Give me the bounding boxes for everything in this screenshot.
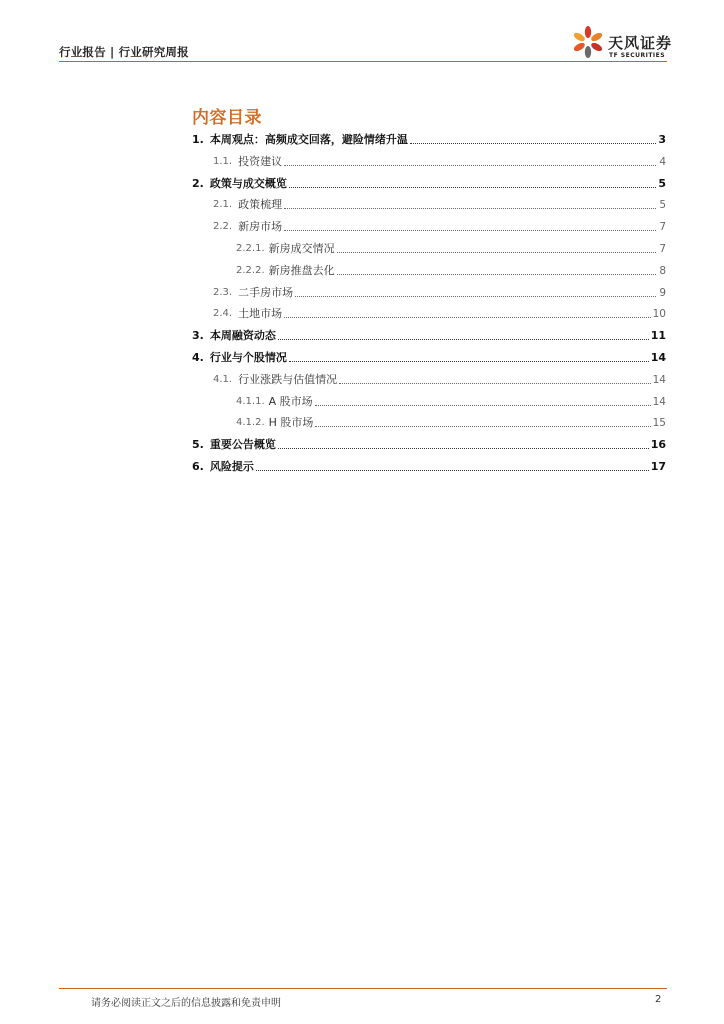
toc-entry[interactable] (236, 393, 666, 409)
toc-entry-page: 16 (650, 438, 666, 452)
toc-entry[interactable] (192, 436, 666, 452)
toc-entry-title: A 股市场 (268, 394, 313, 408)
logo-name-cn: 天风证券 (608, 34, 673, 52)
toc-dot-leader (278, 338, 649, 340)
toc-entry[interactable] (213, 218, 666, 234)
toc-entry-number: 4.1.2. (236, 417, 265, 429)
toc-entry[interactable] (213, 371, 666, 387)
toc-dot-leader (289, 360, 649, 362)
toc-entry[interactable] (192, 131, 666, 147)
toc-entry-number: 2.3. (213, 286, 233, 298)
toc-entry[interactable] (213, 305, 666, 321)
toc-entry-number: 3. (192, 329, 204, 343)
toc-entry-title: 政策与成交概览 (209, 176, 287, 190)
toc-entry-page: 14 (652, 373, 666, 386)
toc-entry-title: 新房推盘去化 (268, 263, 335, 277)
toc-entry[interactable] (192, 458, 666, 474)
toc-entry-page: 5 (659, 199, 666, 212)
toc-entry-page: 4 (659, 155, 666, 168)
toc-entry-number: 4.1.1. (236, 395, 265, 407)
toc-entry-number: 2.4. (213, 308, 233, 320)
toc-dot-leader (337, 251, 656, 253)
toc-dot-leader (315, 404, 651, 406)
toc-entry[interactable] (192, 349, 666, 365)
toc-entry-title: H 股市场 (268, 416, 314, 430)
toc-entry-page: 14 (650, 351, 666, 364)
toc-entry[interactable] (213, 284, 666, 300)
toc-entry-number: 2.2.2. (236, 264, 265, 276)
toc-entry-title: 土地市场 (238, 307, 283, 321)
toc-entry-title: 政策梳理 (238, 198, 283, 212)
toc-entry-title: 行业与个股情况 (209, 351, 287, 364)
toc-title: 内容目录 (192, 108, 262, 128)
toc-entry-number: 1.1. (213, 155, 233, 167)
toc-dot-leader (284, 164, 656, 166)
toc-entry-title: 二手房市场 (238, 285, 294, 299)
toc-entry-number: 6. (192, 460, 204, 473)
toc-entry[interactable] (192, 327, 666, 343)
toc-entry-number: 2.2.1. (236, 243, 265, 254)
toc-dot-leader (284, 316, 651, 318)
toc-entry-page: 14 (652, 395, 666, 408)
toc-dot-leader (256, 469, 649, 471)
toc-entry-number: 2.1. (213, 199, 233, 211)
toc-dot-leader (339, 382, 651, 384)
toc-dot-leader (410, 142, 656, 144)
toc-entry-page: 5 (658, 176, 666, 190)
toc-entry-title: 重要公告概览 (209, 438, 276, 452)
toc-entry[interactable] (236, 414, 666, 430)
toc-entry-title: 本周融资动态 (209, 329, 276, 343)
toc-entry-title: 投资建议 (238, 154, 283, 168)
toc-entry-title: 新房市场 (238, 220, 283, 234)
toc-entry-page: 7 (659, 243, 666, 255)
toc-entry-title: 本周观点：高频成交回落，避险情绪升温 (209, 133, 408, 146)
toc-entry-page: 11 (650, 329, 666, 343)
toc-entry-number: 1. (192, 133, 204, 146)
toc-dot-leader (278, 447, 649, 449)
toc-entry-number: 4. (192, 351, 204, 364)
toc-entry[interactable] (236, 262, 666, 278)
toc-entry-title: 新房成交情况 (268, 242, 335, 255)
toc-entry[interactable] (192, 175, 666, 191)
toc-entry-title: 行业涨跌与估值情况 (238, 372, 338, 386)
toc-dot-leader (289, 186, 656, 188)
toc-entry-page: 9 (659, 286, 666, 299)
toc-entry-number: 5. (192, 438, 204, 452)
toc-entry[interactable] (236, 240, 666, 256)
toc-dot-leader (295, 295, 656, 297)
toc-entry-number: 2. (192, 176, 204, 190)
toc-entry-page: 15 (652, 417, 666, 430)
toc-entry-page: 10 (652, 308, 666, 321)
toc-entry-page: 7 (659, 221, 666, 234)
toc-entry-number: 2.2. (213, 221, 233, 233)
toc-entry-number: 4.1. (213, 373, 233, 385)
toc-entry[interactable] (213, 153, 666, 169)
toc-entry[interactable] (213, 196, 666, 212)
toc-entry-page: 17 (650, 460, 666, 473)
report-type-label: 行业报告 | 行业研究周报 (59, 45, 189, 59)
disclaimer-text: 请务必阅读正文之后的信息披露和免责申明 (91, 998, 281, 1009)
toc-dot-leader (337, 273, 656, 275)
page-number: 2 (655, 994, 662, 1005)
toc-dot-leader (315, 425, 650, 427)
toc-entry-title: 风险提示 (209, 460, 254, 473)
toc-dot-leader (284, 207, 656, 209)
toc-dot-leader (284, 229, 656, 231)
toc-entry-page: 3 (658, 133, 666, 146)
logo-name-en: TF SECURITIES (609, 52, 666, 59)
header-rule (59, 61, 667, 62)
footer-rule (59, 988, 667, 989)
toc-entry-page: 8 (659, 264, 666, 277)
